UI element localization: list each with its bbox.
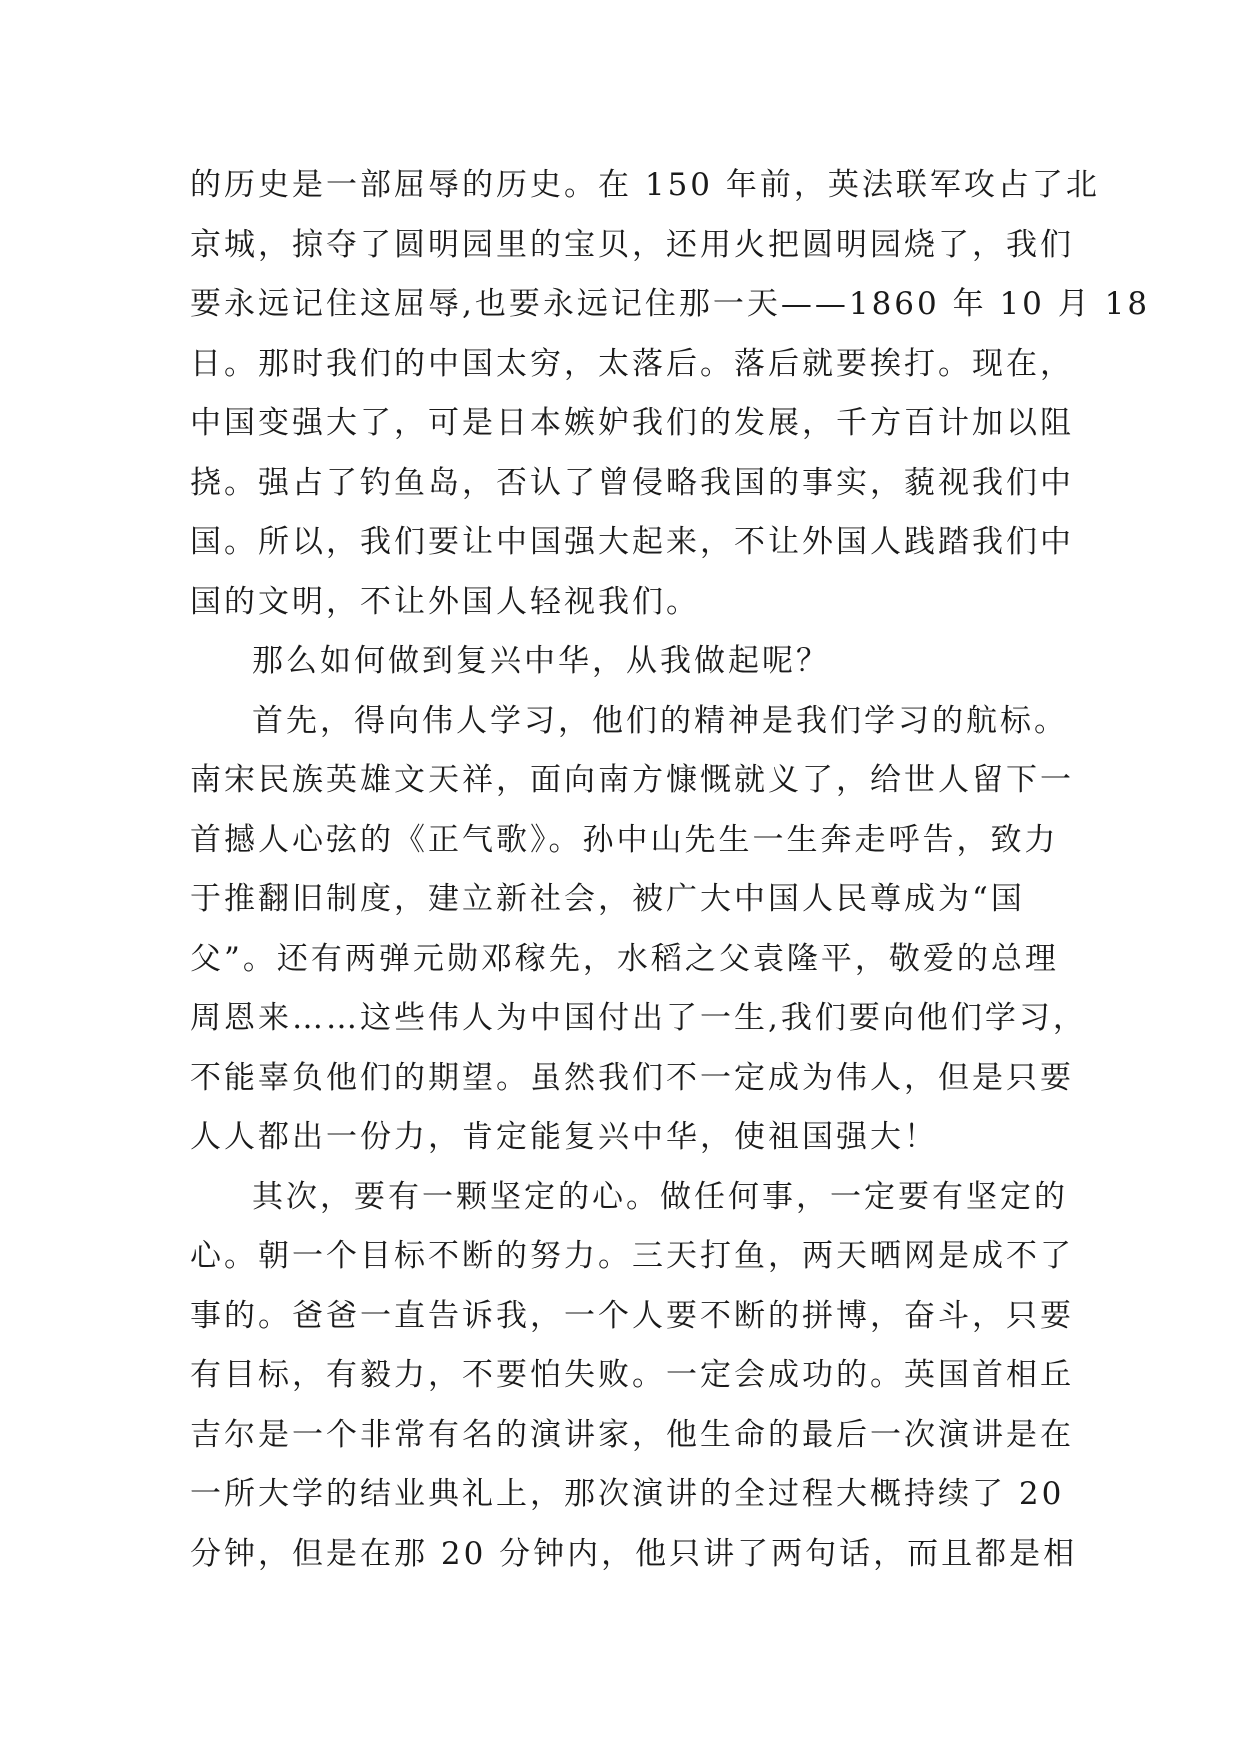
paragraph-first-line: 那么如何做到复兴中华，从我做起呢？	[252, 643, 830, 679]
text-line: 事的。爸爸一直告诉我，一个人要不断的拼博，奋斗，只要	[190, 1297, 1074, 1334]
text-line: 父”。还有两弹元勋邓稼先，水稻之父袁隆平，敬爱的总理	[190, 940, 1059, 977]
text-line: 的历史是一部屈辱的历史。在 150 年前，英法联军攻占了北	[190, 167, 1100, 203]
paragraph-first-line: 其次，要有一颗坚定的心。做任何事，一定要有坚定的	[252, 1178, 1068, 1215]
text-line: 国。所以，我们要让中国强大起来，不让外国人践踏我们中	[190, 524, 1074, 560]
text-line: 周恩来……这些伟人为中国付出了一生,我们要向他们学习，	[190, 1000, 1087, 1036]
text-line: 不能辜负他们的期望。虽然我们不一定成为伟人，但是只要	[190, 1059, 1074, 1096]
text-line: 中国变强大了，可是日本嫉妒我们的发展，千方百计加以阻	[190, 405, 1074, 441]
body-text	[190, 156, 1151, 1584]
text-line: 京城，掠夺了圆明园里的宝贝，还用火把圆明园烧了，我们	[190, 226, 1074, 263]
text-line: 分钟，但是在那 20 分钟内，他只讲了两句话，而且都是相	[190, 1535, 1078, 1572]
paragraph-first-line: 首先，得向伟人学习，他们的精神是我们学习的航标。	[252, 702, 1068, 739]
text-line: 南宋民族英雄文天祥，面向南方慷慨就义了，给世人留下一	[190, 762, 1074, 798]
text-line: 吉尔是一个非常有名的演讲家，他生命的最后一次演讲是在	[190, 1416, 1074, 1453]
text-line: 有目标，有毅力，不要怕失败。一定会成功的。英国首相丘	[190, 1357, 1074, 1393]
text-line: 日。那时我们的中国太穷，太落后。落后就要挨打。现在，	[190, 345, 1074, 382]
text-line: 心。朝一个目标不断的努力。三天打鱼，两天晒网是成不了	[190, 1238, 1074, 1274]
text-line: 首撼人心弦的《正气歌》。孙中山先生一生奔走呼告，致力	[190, 821, 1059, 858]
text-line: 国的文明，不让外国人轻视我们。	[190, 583, 700, 620]
text-line: 挠。强占了钓鱼岛，否认了曾侵略我国的事实，藐视我们中	[190, 464, 1074, 501]
text-line: 于推翻旧制度，建立新社会，被广大中国人民尊成为“国	[190, 881, 1025, 917]
text-line: 一所大学的结业典礼上，那次演讲的全过程大概持续了 20	[190, 1476, 1065, 1512]
text-line: 人人都出一份力，肯定能复兴中华，使祖国强大！	[190, 1119, 938, 1155]
text-line: 要永远记住这屈辱,也要永远记住那一天——1860 年 10 月 18	[190, 286, 1151, 322]
